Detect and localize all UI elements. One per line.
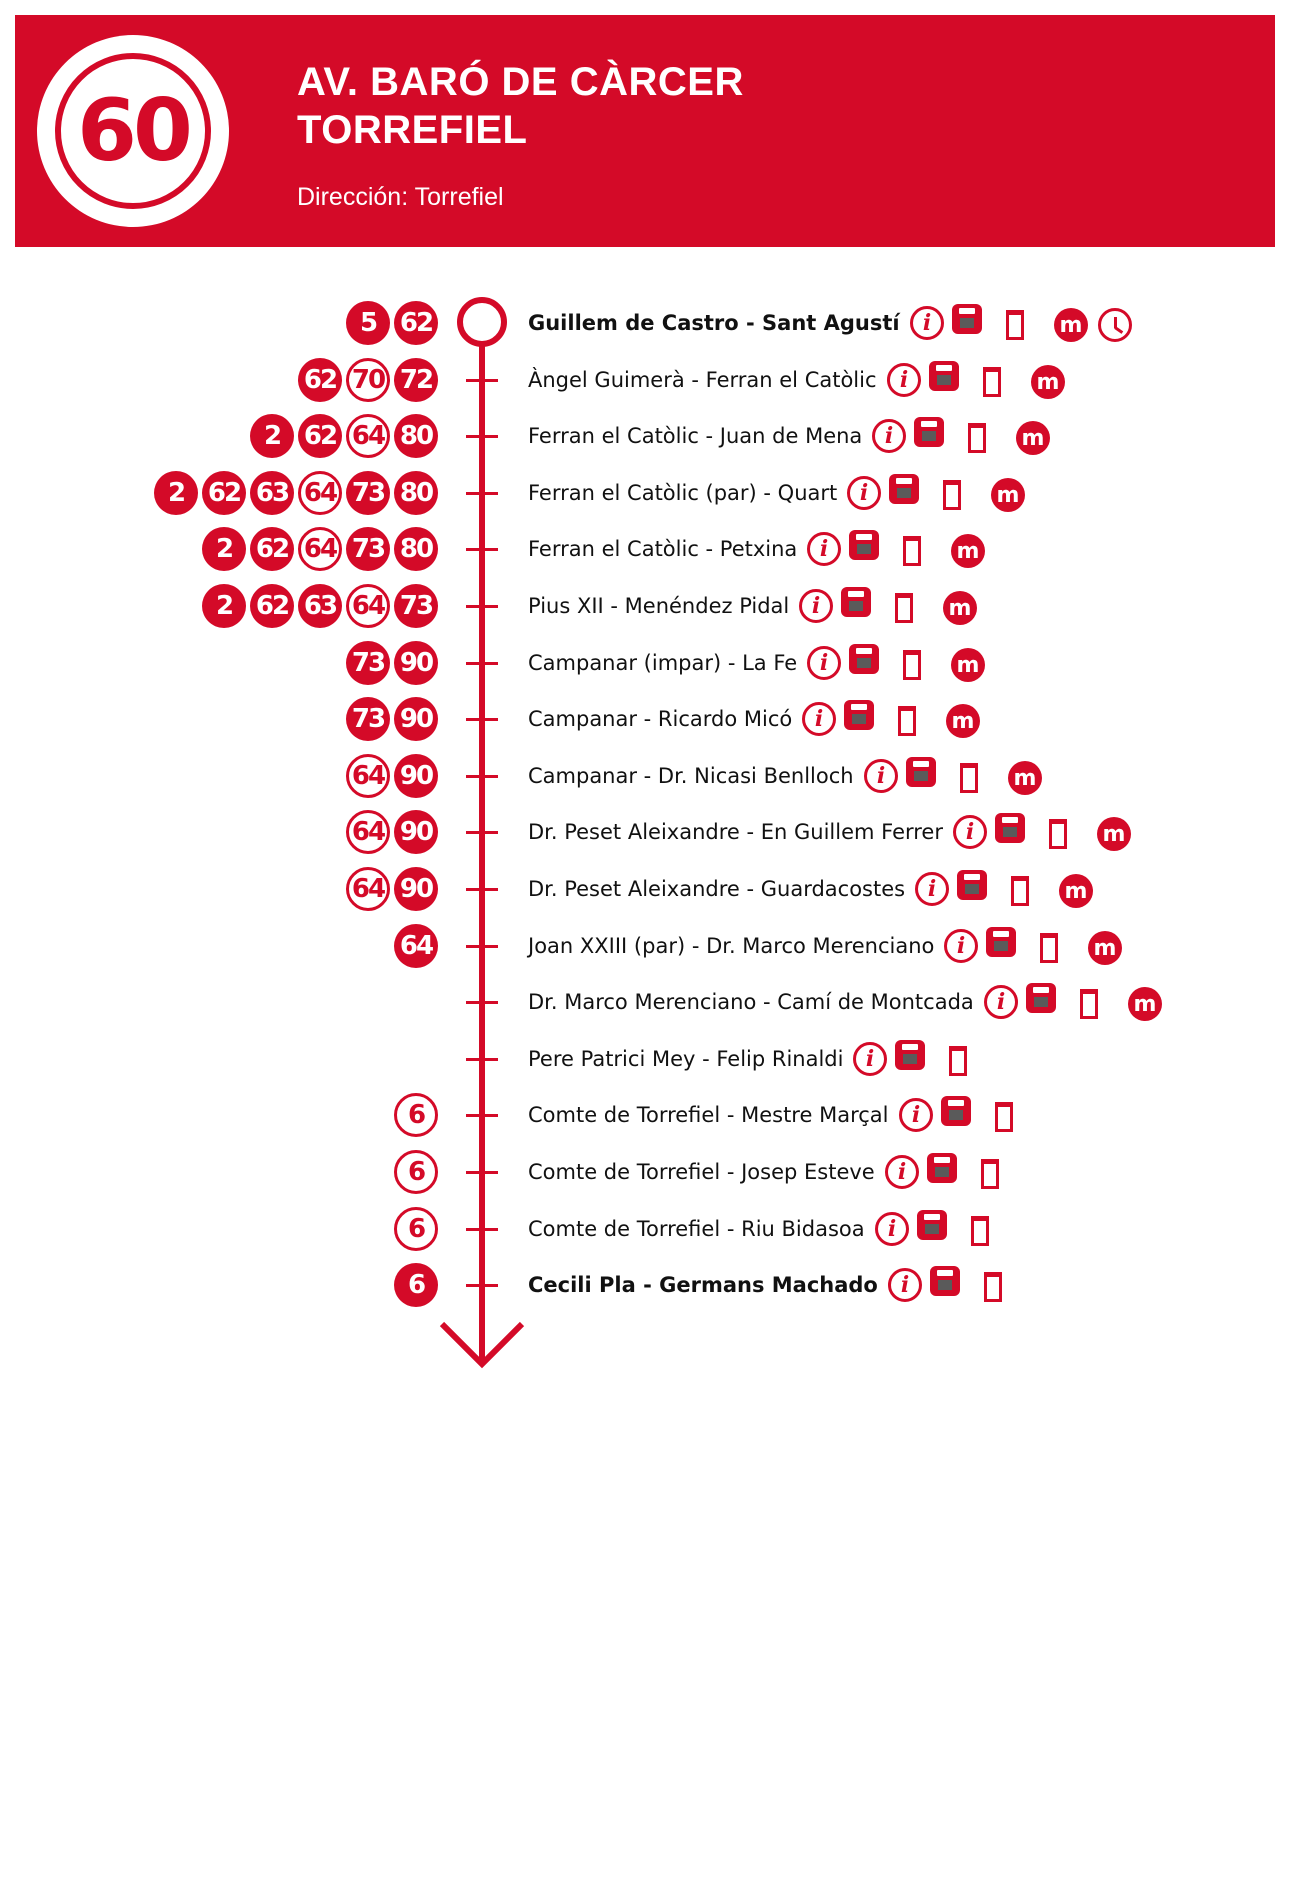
connection-badges: [394, 1207, 438, 1251]
stop-row: [0, 807, 1290, 857]
connection-line-badge: 6: [394, 1207, 438, 1251]
shelter-icon: [949, 1046, 967, 1076]
stop-service-icons: [853, 1040, 997, 1078]
metro-icon: m: [1059, 874, 1093, 908]
connection-line-badge: 73: [346, 527, 390, 571]
shelter-icon: [903, 650, 921, 680]
stop-service-icons: [872, 417, 1060, 455]
stop-name: Ferran el Catòlic (par) - Quart: [528, 481, 838, 505]
stop-name: Ferran el Catòlic - Petxina: [528, 537, 798, 561]
connection-line-badge: 62: [250, 584, 294, 628]
stop-row: [0, 1090, 1290, 1140]
stop-name: Comte de Torrefiel - Mestre Marçal: [528, 1103, 889, 1127]
connection-line-badge: 80: [394, 527, 438, 571]
ticket-machine-icon: [957, 870, 987, 900]
connection-line-badge: 2: [250, 414, 294, 458]
info-icon: i: [944, 929, 978, 963]
info-icon: i: [887, 363, 921, 397]
stop-name: Campanar (impar) - La Fe: [528, 651, 798, 675]
connection-badges: [394, 1093, 438, 1137]
stop-tick: [466, 379, 498, 382]
stop-service-icons: [807, 530, 995, 568]
info-icon: i: [807, 646, 841, 680]
stop-tick: [466, 1114, 498, 1117]
shelter-icon: [943, 480, 961, 510]
stop-row: [0, 694, 1290, 744]
ticket-machine-icon: [914, 417, 944, 447]
connection-line-badge: 63: [298, 584, 342, 628]
shelter-icon: [898, 706, 916, 736]
metro-icon: m: [946, 704, 980, 738]
connection-line-badge: 62: [250, 527, 294, 571]
connection-line-badge: 72: [394, 358, 438, 402]
ticket-machine-icon: [889, 474, 919, 504]
stop-tick: [466, 605, 498, 608]
connection-line-badge: 80: [394, 414, 438, 458]
stop-row: [0, 411, 1290, 461]
stop-tick: [466, 662, 498, 665]
stop-name: Comte de Torrefiel - Josep Esteve: [528, 1160, 875, 1184]
info-icon: i: [807, 532, 841, 566]
stop-service-icons: [887, 361, 1075, 399]
stop-row: [0, 298, 1290, 348]
stop-name: Guillem de Castro - Sant Agustí: [528, 311, 900, 335]
stop-row: [0, 524, 1290, 574]
ticket-machine-icon: [952, 304, 982, 334]
stop-tick: [466, 1001, 498, 1004]
ticket-machine-icon: [895, 1040, 925, 1070]
metro-icon: m: [1054, 308, 1088, 342]
connection-line-badge: 90: [394, 641, 438, 685]
stop-tick: [466, 831, 498, 834]
shelter-icon: [968, 423, 986, 453]
connection-badges: [346, 301, 438, 345]
connection-line-badge: 90: [394, 867, 438, 911]
stop-service-icons: [847, 474, 1035, 512]
stop-row: [0, 1147, 1290, 1197]
stop-name: Joan XXIII (par) - Dr. Marco Merenciano: [528, 934, 935, 958]
connection-badges: [202, 527, 438, 571]
connection-line-badge: 90: [394, 810, 438, 854]
connection-line-badge: 2: [202, 584, 246, 628]
connection-line-badge: 63: [250, 471, 294, 515]
info-icon: i: [802, 702, 836, 736]
ticket-machine-icon: [844, 700, 874, 730]
stop-name: Cecili Pla - Germans Machado: [528, 1273, 878, 1297]
connection-badges: [346, 867, 438, 911]
shelter-icon: [1011, 876, 1029, 906]
stop-tick: [466, 945, 498, 948]
stop-row: [0, 864, 1290, 914]
route-title-line2: TORREFIEL: [297, 108, 528, 152]
connection-line-badge: 5: [346, 301, 390, 345]
connection-badges: [394, 924, 438, 968]
connection-badges: [154, 471, 438, 515]
shelter-icon: [983, 367, 1001, 397]
connection-line-badge: 90: [394, 754, 438, 798]
stop-row: [0, 581, 1290, 631]
stop-name: Campanar - Dr. Nicasi Benlloch: [528, 764, 854, 788]
info-icon: i: [888, 1268, 922, 1302]
info-icon: i: [915, 872, 949, 906]
stop-name: Àngel Guimerà - Ferran el Catòlic: [528, 368, 877, 392]
shelter-icon: [1080, 989, 1098, 1019]
connection-line-badge: 64: [298, 527, 342, 571]
connection-badges: [202, 584, 438, 628]
metro-icon: m: [1008, 761, 1042, 795]
stop-row: [0, 1204, 1290, 1254]
ticket-machine-icon: [841, 587, 871, 617]
ticket-machine-icon: [995, 813, 1025, 843]
route-direction: Dirección: Torrefiel: [297, 183, 504, 211]
ticket-machine-icon: [929, 361, 959, 391]
stop-service-icons: [802, 700, 990, 738]
metro-icon: m: [1097, 817, 1131, 851]
shelter-icon: [903, 536, 921, 566]
connection-badges: [394, 1150, 438, 1194]
connection-line-badge: 6: [394, 1263, 438, 1307]
connection-line-badge: 73: [394, 584, 438, 628]
stop-tick: [466, 775, 498, 778]
info-icon: i: [799, 589, 833, 623]
connection-line-badge: 64: [346, 754, 390, 798]
shelter-icon: [1049, 819, 1067, 849]
info-icon: i: [875, 1212, 909, 1246]
stop-name: Ferran el Catòlic - Juan de Mena: [528, 424, 863, 448]
ticket-machine-icon: [849, 530, 879, 560]
stop-service-icons: [915, 870, 1103, 908]
connection-line-badge: 64: [346, 810, 390, 854]
metro-icon: m: [991, 478, 1025, 512]
metro-icon: m: [1128, 987, 1162, 1021]
connection-badges: [346, 754, 438, 798]
connection-badges: [346, 697, 438, 741]
metro-icon: m: [951, 534, 985, 568]
connection-line-badge: 2: [154, 471, 198, 515]
connection-line-badge: 90: [394, 697, 438, 741]
stop-tick: [466, 718, 498, 721]
stop-tick: [466, 435, 498, 438]
shelter-icon: [981, 1159, 999, 1189]
connection-badges: [394, 1263, 438, 1307]
connection-line-badge: 6: [394, 1093, 438, 1137]
stop-tick: [466, 1228, 498, 1231]
connection-line-badge: 62: [202, 471, 246, 515]
info-icon: i: [899, 1098, 933, 1132]
metro-icon: m: [951, 648, 985, 682]
info-icon: i: [847, 476, 881, 510]
stop-tick: [466, 888, 498, 891]
ticket-machine-icon: [941, 1096, 971, 1126]
stop-service-icons: [899, 1096, 1043, 1134]
info-icon: i: [864, 759, 898, 793]
stop-service-icons: [885, 1153, 1029, 1191]
connection-line-badge: 6: [394, 1150, 438, 1194]
stop-name: Dr. Peset Aleixandre - Guardacostes: [528, 877, 906, 901]
shelter-icon: [960, 763, 978, 793]
connection-badges: [346, 810, 438, 854]
ticket-machine-icon: [849, 644, 879, 674]
connection-line-badge: 64: [346, 584, 390, 628]
ticket-machine-icon: [917, 1210, 947, 1240]
route-title-line1: AV. BARÓ DE CÀRCER: [297, 60, 744, 104]
stop-row: [0, 468, 1290, 518]
ticket-machine-icon: [1026, 983, 1056, 1013]
stop-service-icons: [984, 983, 1172, 1021]
stop-name: Pere Patrici Mey - Felip Rinaldi: [528, 1047, 844, 1071]
stop-row: [0, 921, 1290, 971]
info-icon: i: [885, 1155, 919, 1189]
connection-line-badge: 64: [346, 867, 390, 911]
connection-line-badge: 64: [394, 924, 438, 968]
shelter-icon: [995, 1102, 1013, 1132]
metro-icon: m: [1088, 931, 1122, 965]
stop-tick: [466, 1171, 498, 1174]
stop-service-icons: [953, 813, 1141, 851]
stop-name: Campanar - Ricardo Micó: [528, 707, 793, 731]
info-icon: i: [853, 1042, 887, 1076]
stop-row: [0, 355, 1290, 405]
stop-row: [0, 638, 1290, 688]
ticket-machine-icon: [930, 1266, 960, 1296]
connection-line-badge: 2: [202, 527, 246, 571]
shelter-icon: [895, 593, 913, 623]
stop-row: [0, 751, 1290, 801]
stop-service-icons: [799, 587, 987, 625]
shelter-icon: [1006, 310, 1024, 340]
info-icon: i: [953, 815, 987, 849]
stop-row: [0, 1260, 1290, 1310]
stop-service-icons: [910, 304, 1146, 342]
connection-line-badge: 62: [394, 301, 438, 345]
metro-icon: m: [1016, 421, 1050, 455]
connection-line-badge: 64: [346, 414, 390, 458]
stop-name: Dr. Marco Merenciano - Camí de Montcada: [528, 990, 974, 1014]
connection-badges: [298, 358, 438, 402]
connection-line-badge: 62: [298, 358, 342, 402]
ticket-machine-icon: [927, 1153, 957, 1183]
line-number: 60: [77, 81, 189, 181]
ticket-machine-icon: [906, 757, 936, 787]
stop-service-icons: [888, 1266, 1032, 1304]
connection-line-badge: 62: [298, 414, 342, 458]
stop-name: Comte de Torrefiel - Riu Bidasoa: [528, 1217, 865, 1241]
clock-icon: [1098, 308, 1132, 342]
connection-badges: [250, 414, 438, 458]
stop-service-icons: [944, 927, 1132, 965]
metro-icon: m: [943, 591, 977, 625]
stop-tick: [466, 492, 498, 495]
ticket-machine-icon: [986, 927, 1016, 957]
stop-service-icons: [864, 757, 1052, 795]
stop-name: Pius XII - Menéndez Pidal: [528, 594, 790, 618]
connection-line-badge: 70: [346, 358, 390, 402]
connection-badges: [346, 641, 438, 685]
connection-line-badge: 80: [394, 471, 438, 515]
shelter-icon: [1040, 933, 1058, 963]
stop-row: [0, 1034, 1290, 1084]
stop-service-icons: [875, 1210, 1019, 1248]
connection-line-badge: 64: [298, 471, 342, 515]
stop-name: Dr. Peset Aleixandre - En Guillem Ferrer: [528, 820, 943, 844]
stop-tick: [466, 1058, 498, 1061]
info-icon: i: [910, 306, 944, 340]
shelter-icon: [971, 1216, 989, 1246]
stop-tick: [466, 548, 498, 551]
info-icon: i: [984, 985, 1018, 1019]
connection-line-badge: 73: [346, 641, 390, 685]
metro-icon: m: [1031, 365, 1065, 399]
stop-row: [0, 977, 1290, 1027]
connection-line-badge: 73: [346, 697, 390, 741]
stop-service-icons: [807, 644, 995, 682]
connection-line-badge: 73: [346, 471, 390, 515]
info-icon: i: [872, 419, 906, 453]
stop-tick: [466, 1284, 498, 1287]
shelter-icon: [984, 1272, 1002, 1302]
